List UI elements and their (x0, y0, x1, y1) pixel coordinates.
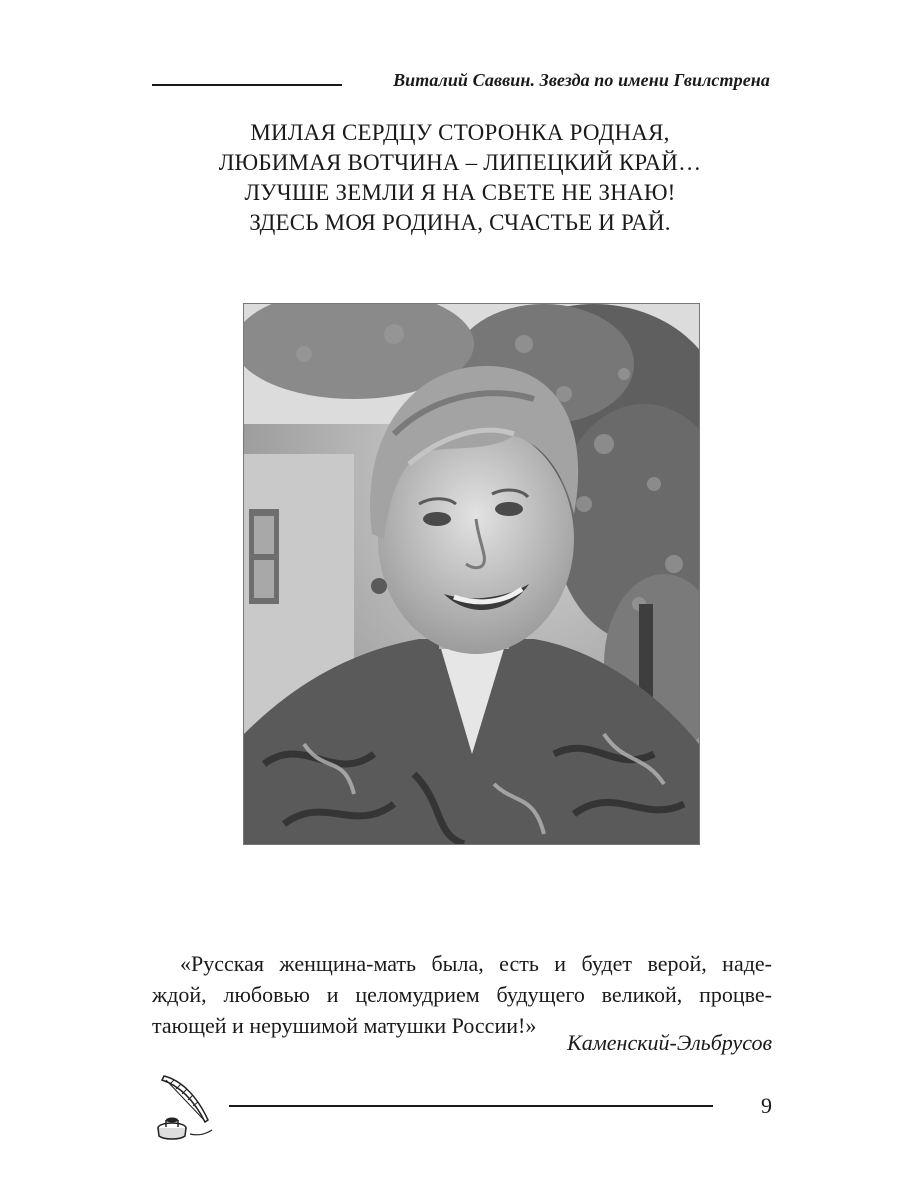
portrait-photo (243, 303, 700, 845)
poem-line: ЛУЧШЕ ЗЕМЛИ Я НА СВЕТЕ НЕ ЗНАЮ! (244, 180, 676, 205)
quote-line: ждой, любовью и целомудрием будущего великой, процве- (152, 982, 772, 1007)
header-rule (152, 84, 342, 86)
page-number: 9 (761, 1093, 772, 1118)
poem (150, 118, 770, 238)
poem-line: ЗДЕСЬ МОЯ РОДИНА, СЧАСТЬЕ И РАЙ. (249, 210, 671, 235)
quote-author: Каменский-Эльбрусов (567, 1030, 772, 1055)
quote-line: тающей и нерушимой матушки России!» (152, 1013, 537, 1038)
poem-line: МИЛАЯ СЕРДЦУ СТОРОНКА РОДНАЯ, (250, 120, 670, 145)
epigraph-quote (152, 948, 772, 1041)
poem-line: ЛЮБИМАЯ ВОТЧИНА – ЛИПЕЦКИЙ КРАЙ… (218, 150, 702, 175)
running-title: Виталий Саввин. Звезда по имени Гвилстрена (393, 70, 770, 90)
quote-line: «Русская женщина-мать была, есть и будет верой, наде- (180, 951, 772, 976)
footer-rule (229, 1105, 713, 1107)
quill-inkwell-icon (150, 1072, 220, 1142)
